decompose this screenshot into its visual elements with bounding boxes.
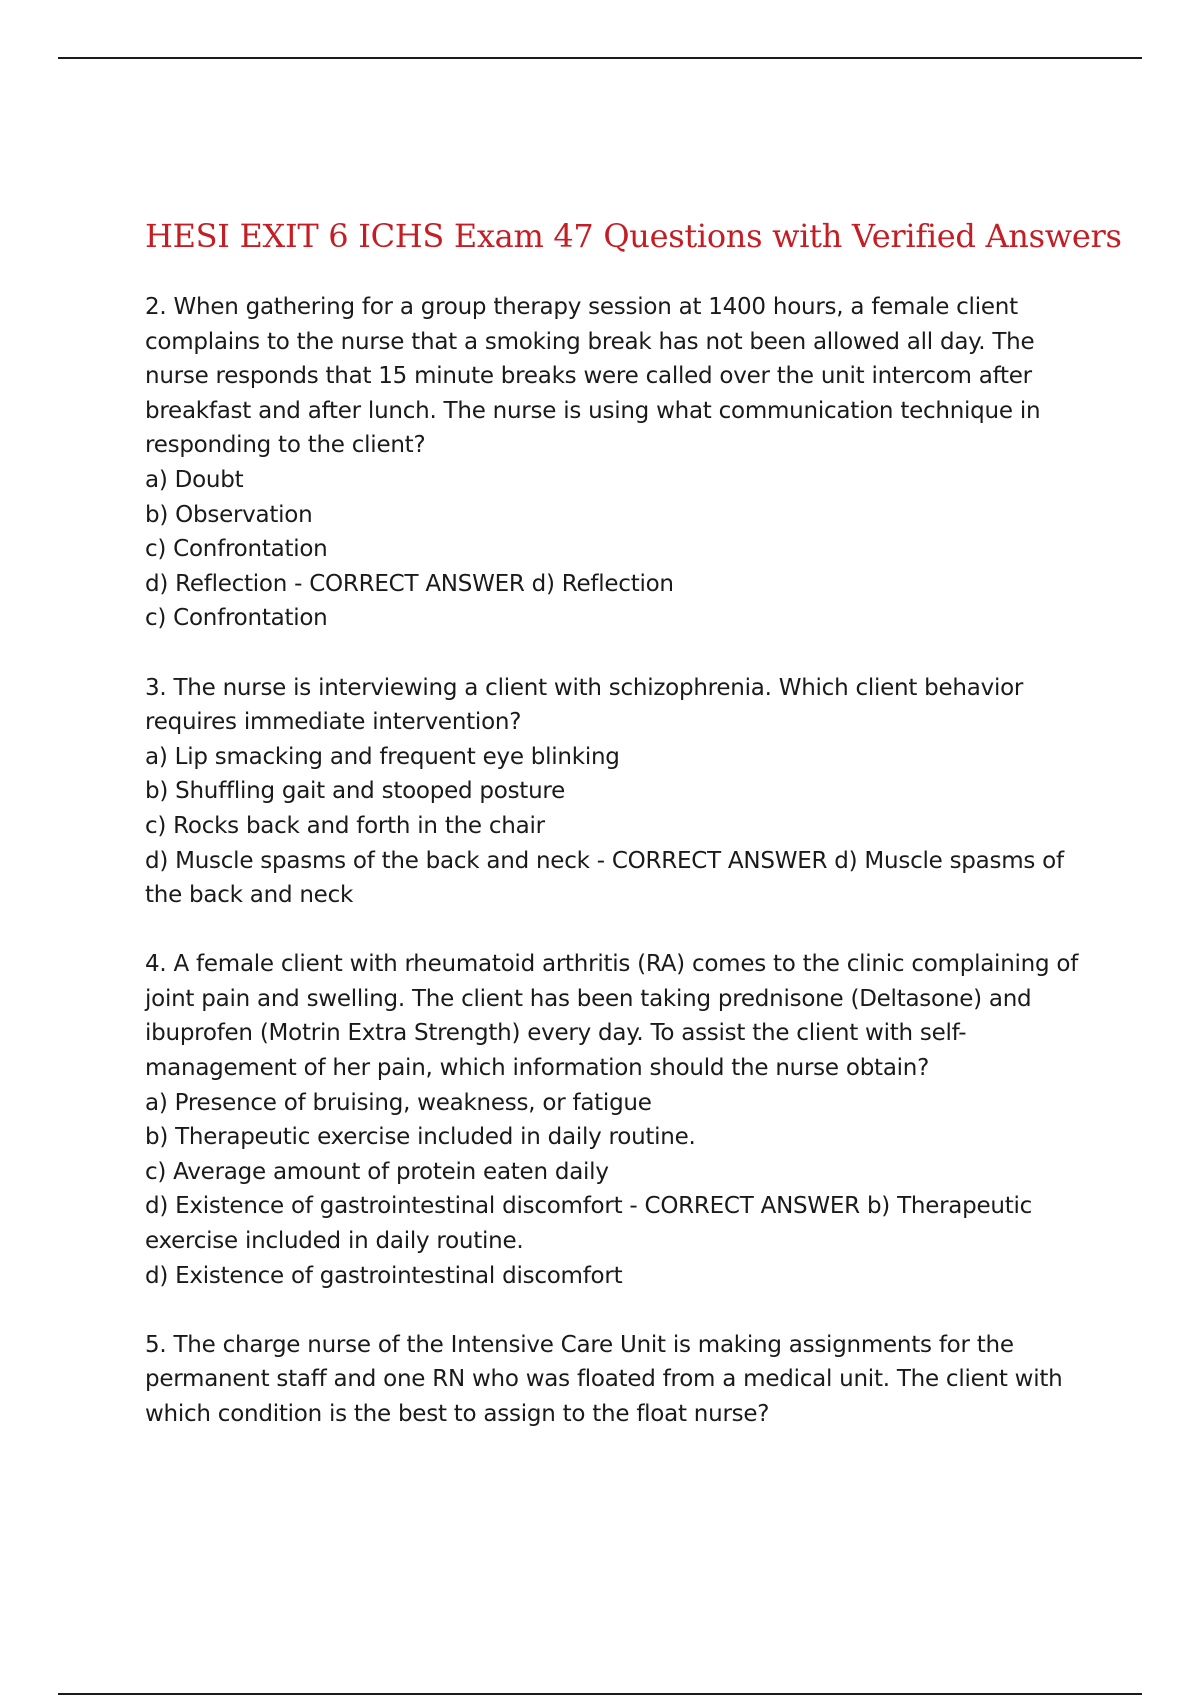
answer-option: c) Confrontation [145, 536, 328, 563]
question-stem: 2. When gathering for a group therapy session at 1400 hours, a female client complains to the nurse that a smoking break has not been allowed all day. The nurse responds that 15 minute breaks were called over the unit intercom after breakfast and after lunch. The nurse is using what communication technique in responding to the client? [145, 294, 1041, 459]
answer-option: b) Observation [145, 501, 313, 528]
answer-option: b) Shuffling gait and stooped posture [145, 778, 566, 805]
document-title: HESI EXIT 6 ICHS Exam 47 Questions with Verified Answers [145, 217, 1122, 255]
question-stem: 3. The nurse is interviewing a client with schizophrenia. Which client behavior requires immediate intervention? [145, 674, 1024, 736]
answer-option: c) Average amount of protein eaten daily [145, 1158, 609, 1185]
answer-option: c) Rocks back and forth in the chair [145, 812, 545, 839]
question-stem: 5. The charge nurse of the Intensive Care Unit is making assignments for the permanent staff and one RN who was floated from a medical unit. The client with which condition is the best to assign to the float nurse? [145, 1331, 1063, 1427]
answer-option: b) Therapeutic exercise included in daily routine. [145, 1124, 696, 1151]
answer-option: a) Lip smacking and frequent eye blinking [145, 743, 620, 770]
question-stem: 4. A female client with rheumatoid arthritis (RA) comes to the clinic complaining of joint pain and swelling. The client has been taking prednisone (Deltasone) and ibuprofen (Motrin Extra Strength) every day. To assist the client with self-management of her pain, which information should the nurse obtain? [145, 951, 1079, 1082]
question-2 [145, 290, 1085, 636]
answer-option: d) Existence of gastrointestinal discomfort [145, 1262, 623, 1289]
answer-option: d) Muscle spasms of the back and neck - CORRECT ANSWER d) Muscle spasms of the back and neck [145, 847, 1064, 909]
answer-option: a) Presence of bruising, weakness, or fatigue [145, 1089, 652, 1116]
question-3 [145, 671, 1085, 913]
footer-rule [58, 1693, 1142, 1695]
answer-option: a) Doubt [145, 466, 244, 493]
answer-option: d) Reflection - CORRECT ANSWER d) Reflection [145, 570, 674, 597]
header-rule [58, 57, 1142, 59]
question-list [145, 290, 1085, 1466]
answer-option: c) Confrontation [145, 605, 328, 632]
question-5 [145, 1328, 1085, 1432]
question-4 [145, 947, 1085, 1293]
answer-option: d) Existence of gastrointestinal discomfort - CORRECT ANSWER b) Therapeutic exercise included in daily routine. [145, 1193, 1033, 1255]
